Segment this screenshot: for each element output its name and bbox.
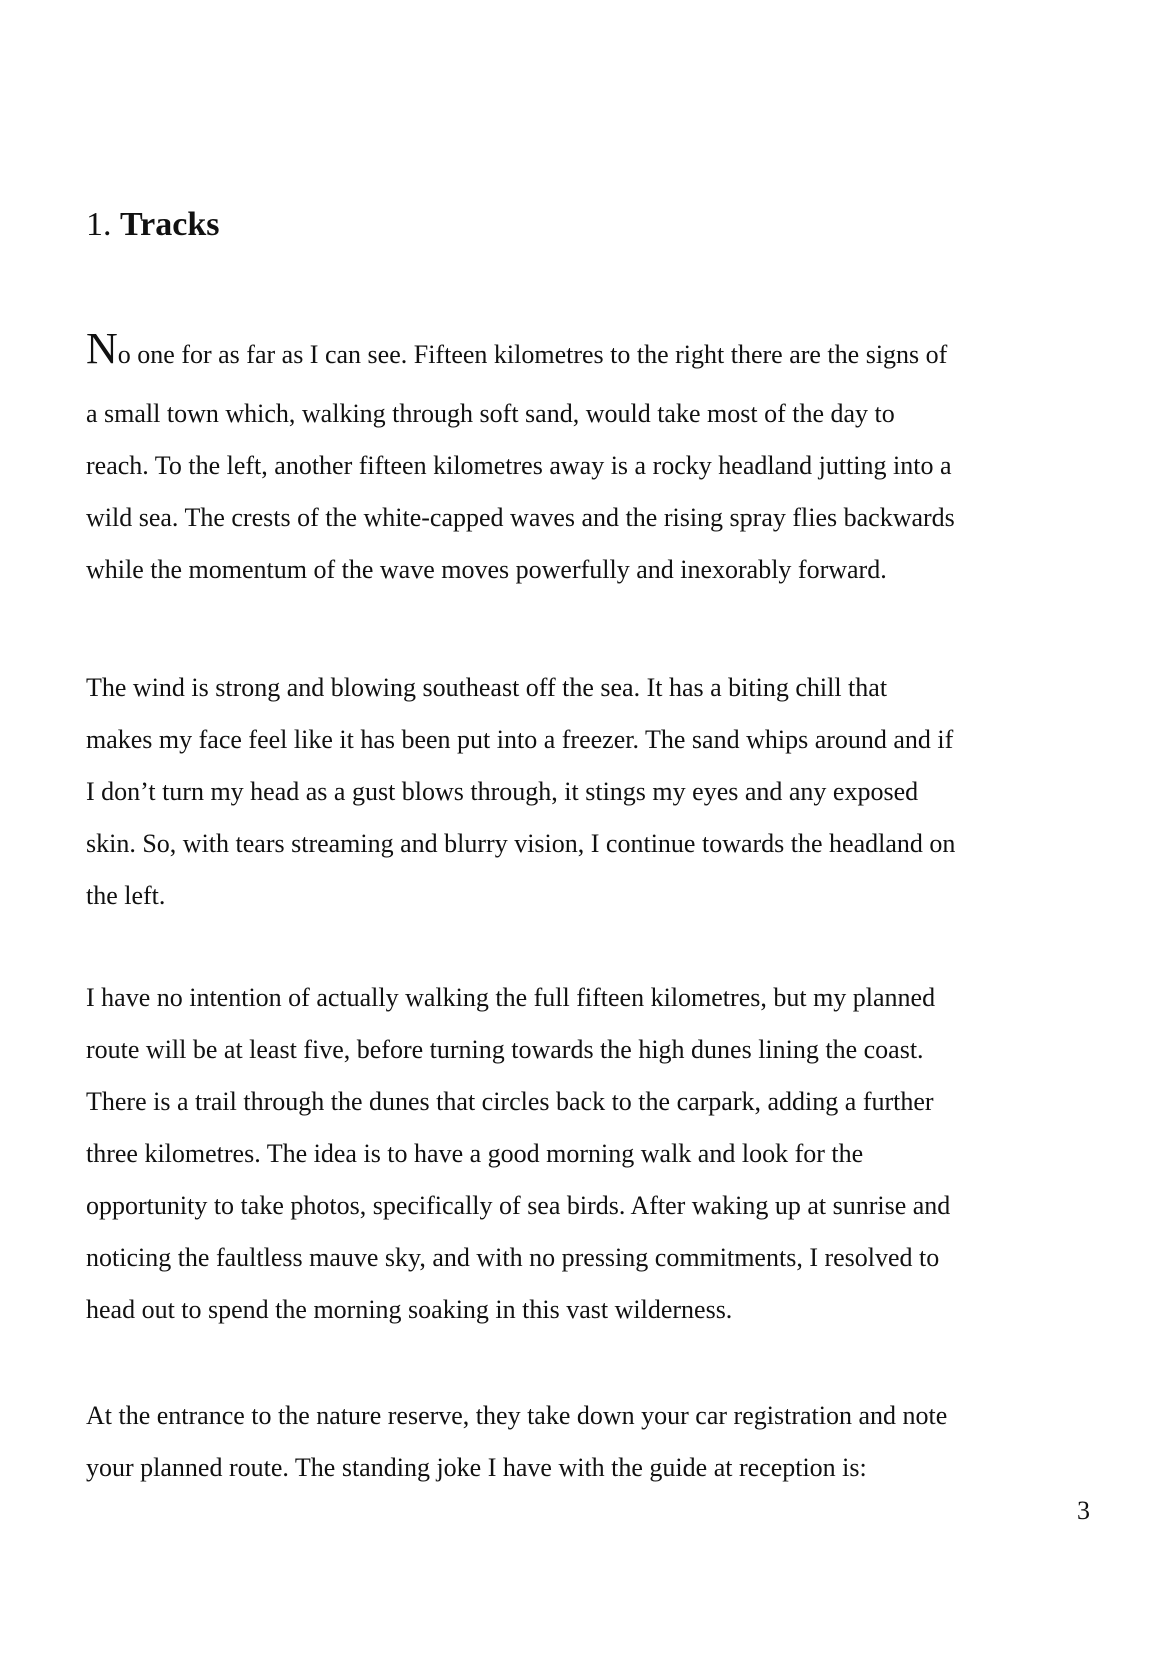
paragraph-line: noticing the faultless mauve sky, and with no pressing commitments, I resolved to bbox=[86, 1243, 940, 1272]
paragraph-line: head out to spend the morning soaking in this vast wilderness. bbox=[86, 1295, 733, 1324]
paragraph-1 bbox=[86, 322, 1086, 596]
paragraph-2 bbox=[86, 662, 1086, 922]
paragraph-line: At the entrance to the nature reserve, they take down your car registration and note bbox=[86, 1401, 948, 1430]
drop-cap: N bbox=[86, 324, 118, 373]
paragraph-line: I have no intention of actually walking the full fifteen kilometres, but my planned bbox=[86, 983, 936, 1012]
paragraph-line: opportunity to take photos, specifically of sea birds. After waking up at sunrise and bbox=[86, 1191, 951, 1220]
paragraph-3 bbox=[86, 972, 1086, 1336]
paragraph-line: a small town which, walking through soft sand, would take most of the day to bbox=[86, 399, 895, 428]
paragraph-4 bbox=[86, 1390, 1086, 1494]
paragraph-line: makes my face feel like it has been put into a freezer. The sand whips around and if bbox=[86, 725, 954, 754]
paragraph-line: There is a trail through the dunes that circles back to the carpark, adding a further bbox=[86, 1087, 934, 1116]
paragraph-line: skin. So, with tears streaming and blurry vision, I continue towards the headland on bbox=[86, 829, 956, 858]
paragraph-line bbox=[86, 322, 1086, 388]
chapter-heading bbox=[86, 205, 219, 245]
paragraph-line: the left. bbox=[86, 881, 166, 910]
paragraph-line: reach. To the left, another fifteen kilometres away is a rocky headland jutting into a bbox=[86, 451, 952, 480]
paragraph-line: The wind is strong and blowing southeast off the sea. It has a biting chill that bbox=[86, 673, 888, 702]
paragraph-line: route will be at least five, before turning towards the high dunes lining the coast. bbox=[86, 1035, 924, 1064]
paragraph-line-text: o one for as far as I can see. Fifteen kilometres to the right there are the signs of bbox=[117, 340, 948, 369]
paragraph-line: I don’t turn my head as a gust blows through, it stings my eyes and any exposed bbox=[86, 777, 919, 806]
paragraph-line: three kilometres. The idea is to have a good morning walk and look for the bbox=[86, 1139, 864, 1168]
paragraph-line: wild sea. The crests of the white-capped waves and the rising spray flies backwards bbox=[86, 503, 955, 532]
paragraph-line: your planned route. The standing joke I have with the guide at reception is: bbox=[86, 1453, 867, 1482]
chapter-title: Tracks bbox=[120, 206, 220, 243]
chapter-number: 1. bbox=[86, 206, 112, 243]
page-number: 3 bbox=[1077, 1496, 1090, 1525]
paragraph-line: while the momentum of the wave moves powerfully and inexorably forward. bbox=[86, 555, 887, 584]
